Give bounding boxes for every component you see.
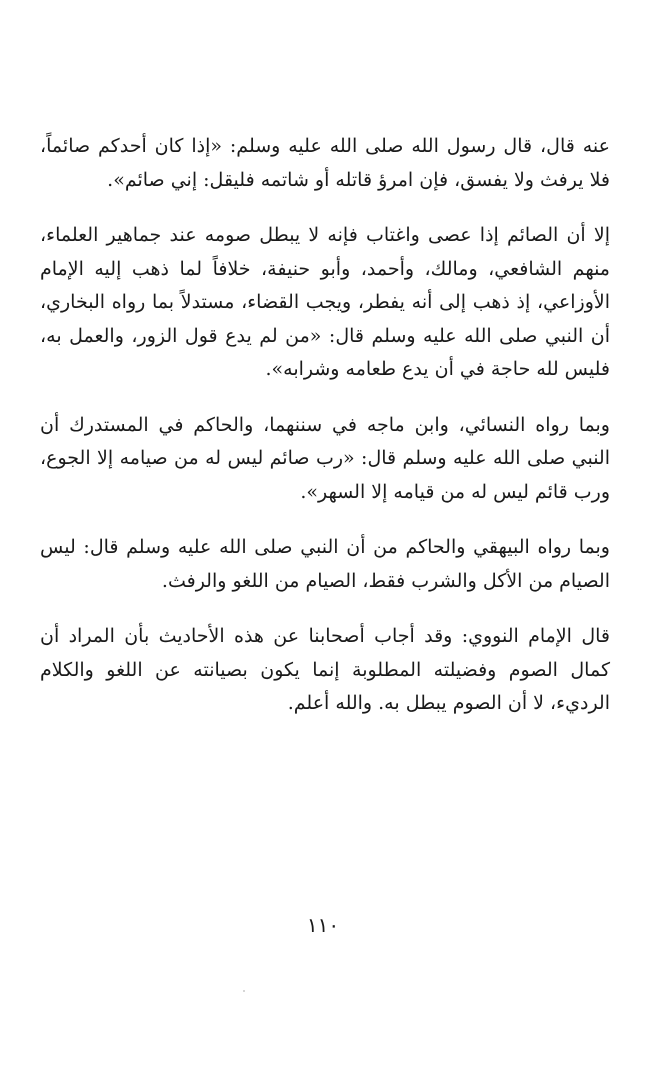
paragraph-1: عنه قال، قال رسول الله صلى الله عليه وسلم: «إذا كان أحدكم صائماً، فلا يرفث ولا يفسق، فإن امرؤ قاتله أو شاتمه فليقل: إني صائم». [40,135,610,191]
paragraph-3: وبما رواه النسائي، وابن ماجه في سننهما، والحاكم في المستدرك أن النبي صلى الله عليه وسلم قال: «رب صائم ليس له من صيامه إلا الجوع، ورب قائم ليس له من قيامه إلا السهر». [40,413,610,503]
paragraph-5: قال الإمام النووي: وقد أجاب أصحابنا عن هذه الأحاديث بأن المراد أن كمال الصوم وفضيلته المطلوبة إنما يكون بصيانته عن اللغو والكلام الرديء، لا أن الصوم يبطل به. والله أعلم. [40,625,610,714]
scan-speck [243,990,245,992]
paragraph-4: وبما رواه البيهقي والحاكم من أن النبي صلى الله عليه وسلم قال: ليس الصيام من الأكل والشرب فقط، الصيام من اللغو والرفث. [40,536,610,592]
body-text [40,130,610,743]
paragraph-2: إلا أن الصائم إذا عصى واغتاب فإنه لا يبطل صومه عند جماهير العلماء، منهم الشافعي، ومالك، وأحمد، وأبو حنيفة، خلافاً لما ذهب إليه الإمام الأوزاعي، إذ ذهب إلى أنه يفطر، ويجب القضاء، مستدلاً بما رواه البخاري، أن النبي صلى الله عليه وسلم قال: «من لم يدع قول الزور، والعمل به، فليس لله حاجة في أن يدع طعامه وشرابه». [40,224,611,380]
page-number: ١١٠ [306,913,340,937]
